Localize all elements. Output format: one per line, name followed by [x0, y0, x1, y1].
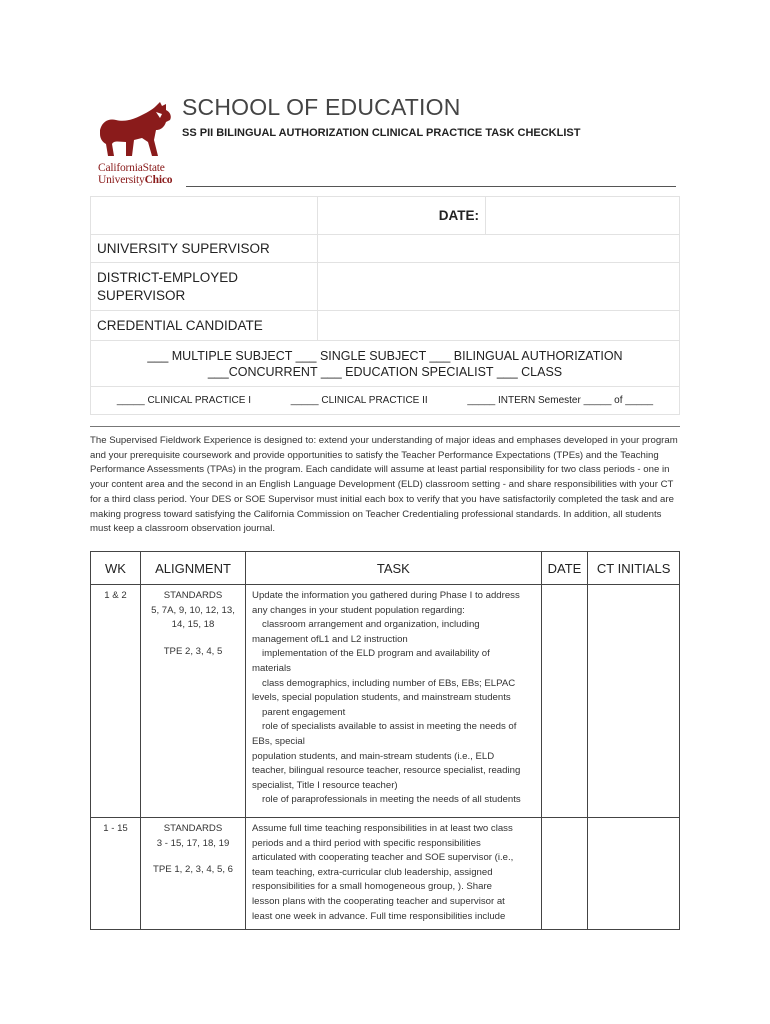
intern-semester: _____ INTERN Semester _____ of _____	[467, 395, 654, 406]
wk-cell: 1 & 2	[91, 585, 141, 818]
page-title: SCHOOL OF EDUCATION	[182, 94, 461, 120]
task-line: Assume full time teaching responsibilities in at least two class	[252, 823, 513, 834]
header-wk: WK	[91, 552, 141, 585]
clinical-practice-1: _____ CLINICAL PRACTICE I	[116, 395, 252, 406]
logo-text-california-state: CaliforniaState	[98, 162, 165, 174]
district-supervisor-field[interactable]	[318, 263, 680, 311]
date-field[interactable]	[486, 197, 680, 235]
task-line: teacher, bilingual resource teacher, resource specialist, reading	[252, 765, 521, 777]
task-line: implementation of the ELD program and availability of	[262, 648, 490, 660]
wildcat-mascot-icon	[94, 100, 178, 162]
standards-values: 5, 7A, 9, 10, 12, 13, 14, 15, 18	[151, 604, 235, 631]
task-line: role of paraprofessionals in meeting the needs of all students	[262, 794, 521, 806]
task-line: materials	[252, 662, 291, 674]
credential-candidate-label: CREDENTIAL CANDIDATE	[91, 311, 318, 341]
candidate-info-table	[90, 196, 680, 415]
wk-cell: 1 - 15	[91, 818, 141, 930]
header-date: DATE	[541, 552, 588, 585]
logo-text-university-chico: UniversityChico	[98, 174, 173, 186]
ct-initials-cell[interactable]	[588, 585, 680, 818]
task-line: classroom arrangement and organization, including	[262, 619, 480, 631]
table-row	[91, 585, 680, 818]
task-line: Update the information you gathered during Phase I to address	[252, 590, 520, 601]
header-divider	[186, 186, 676, 187]
options-line-2: ___CONCURRENT ___ EDUCATION SPECIALIST ___ CLASS	[207, 364, 563, 379]
task-line: team teaching, extra-curricular club leadership, assigned	[252, 866, 493, 878]
task-line: population students, and main-stream students (i.e., ELD	[252, 750, 495, 762]
header-alignment: ALIGNMENT	[141, 552, 246, 585]
university-supervisor-label: UNIVERSITY SUPERVISOR	[91, 235, 318, 263]
date-cell[interactable]	[541, 818, 588, 930]
standards-values: 3 - 15, 17, 18, 19	[156, 837, 230, 849]
intro-paragraph: The Supervised Fieldwork Experience is designed to: extend your understanding of major ideas and emphases developed in your program and your prerequisite coursework and provide opportunities to satisfy the Teacher Performance Expectations (TPEs) and the Teaching Performance Assessments (TPAs) in the program. Each candidate will assume at least partial responsibility for two class periods - one in your content area and the second in an English Language Development (ELD) classroom setting - and share responsibilities with your CT for a third class period. Your DES or SOE Supervisor must initial each box to verify that you have satisfactorily completed the task and are making progress toward satisfying the California Commission on Teacher Credentialing professional standards. In addition, all students must keep a classroom observation journal.	[90, 435, 678, 535]
district-supervisor-label: DISTRICT-EMPLOYED SUPERVISOR	[91, 263, 318, 311]
task-cell	[246, 818, 542, 930]
task-line: any changes in your student population regarding:	[252, 604, 465, 616]
task-line: role of specialists available to assist in meeting the needs of	[262, 721, 517, 733]
task-line: periods and a third period with specific responsibilities	[252, 837, 481, 849]
standards-label: STANDARDS	[163, 590, 223, 601]
table-row	[91, 818, 680, 930]
standards-label: STANDARDS	[163, 823, 223, 834]
task-line: articulated with cooperating teacher and SOE supervisor (i.e.,	[252, 852, 514, 864]
clinical-practice-2: _____ CLINICAL PRACTICE II	[290, 395, 428, 406]
page-subtitle: SS PII BILINGUAL AUTHORIZATION CLINICAL PRACTICE TASK CHECKLIST	[182, 127, 581, 139]
credential-options[interactable]	[91, 341, 680, 387]
date-cell[interactable]	[541, 585, 588, 818]
university-logo	[94, 100, 178, 190]
university-supervisor-field[interactable]	[318, 235, 680, 263]
task-line: lesson plans with the cooperating teacher and supervisor at	[252, 895, 505, 907]
task-checklist-table	[90, 551, 680, 930]
section-divider	[90, 426, 680, 427]
options-line-1: ___ MULTIPLE SUBJECT ___ SINGLE SUBJECT ___ BILINGUAL AUTHORIZATION	[147, 348, 623, 363]
header-task: TASK	[246, 552, 542, 585]
task-line: EBs, special	[252, 735, 305, 747]
alignment-cell	[141, 585, 246, 818]
alignment-cell	[141, 818, 246, 930]
task-line: levels, special population students, and mainstream students	[252, 692, 511, 704]
task-line: responsibilities for a small homogeneous group, ). Share	[252, 881, 493, 893]
task-line: class demographics, including number of EBs, EBs; ELPAC	[262, 677, 516, 689]
tpe-values: TPE 1, 2, 3, 4, 5, 6	[153, 864, 234, 876]
task-cell	[246, 585, 542, 818]
date-label: DATE:	[318, 197, 486, 235]
header-ct-initials: CT INITIALS	[588, 552, 680, 585]
credential-candidate-field[interactable]	[318, 311, 680, 341]
blank-cell	[91, 197, 318, 235]
task-line: parent engagement	[262, 706, 346, 718]
task-line: least one week in advance. Full time responsibilities include	[252, 910, 506, 922]
ct-initials-cell[interactable]	[588, 818, 680, 930]
task-line: specialist, Title I resource teacher)	[252, 779, 398, 791]
tpe-values: TPE 2, 3, 4, 5	[163, 645, 223, 657]
practice-options[interactable]	[91, 387, 680, 415]
task-line: management ofL1 and L2 instruction	[252, 633, 408, 645]
